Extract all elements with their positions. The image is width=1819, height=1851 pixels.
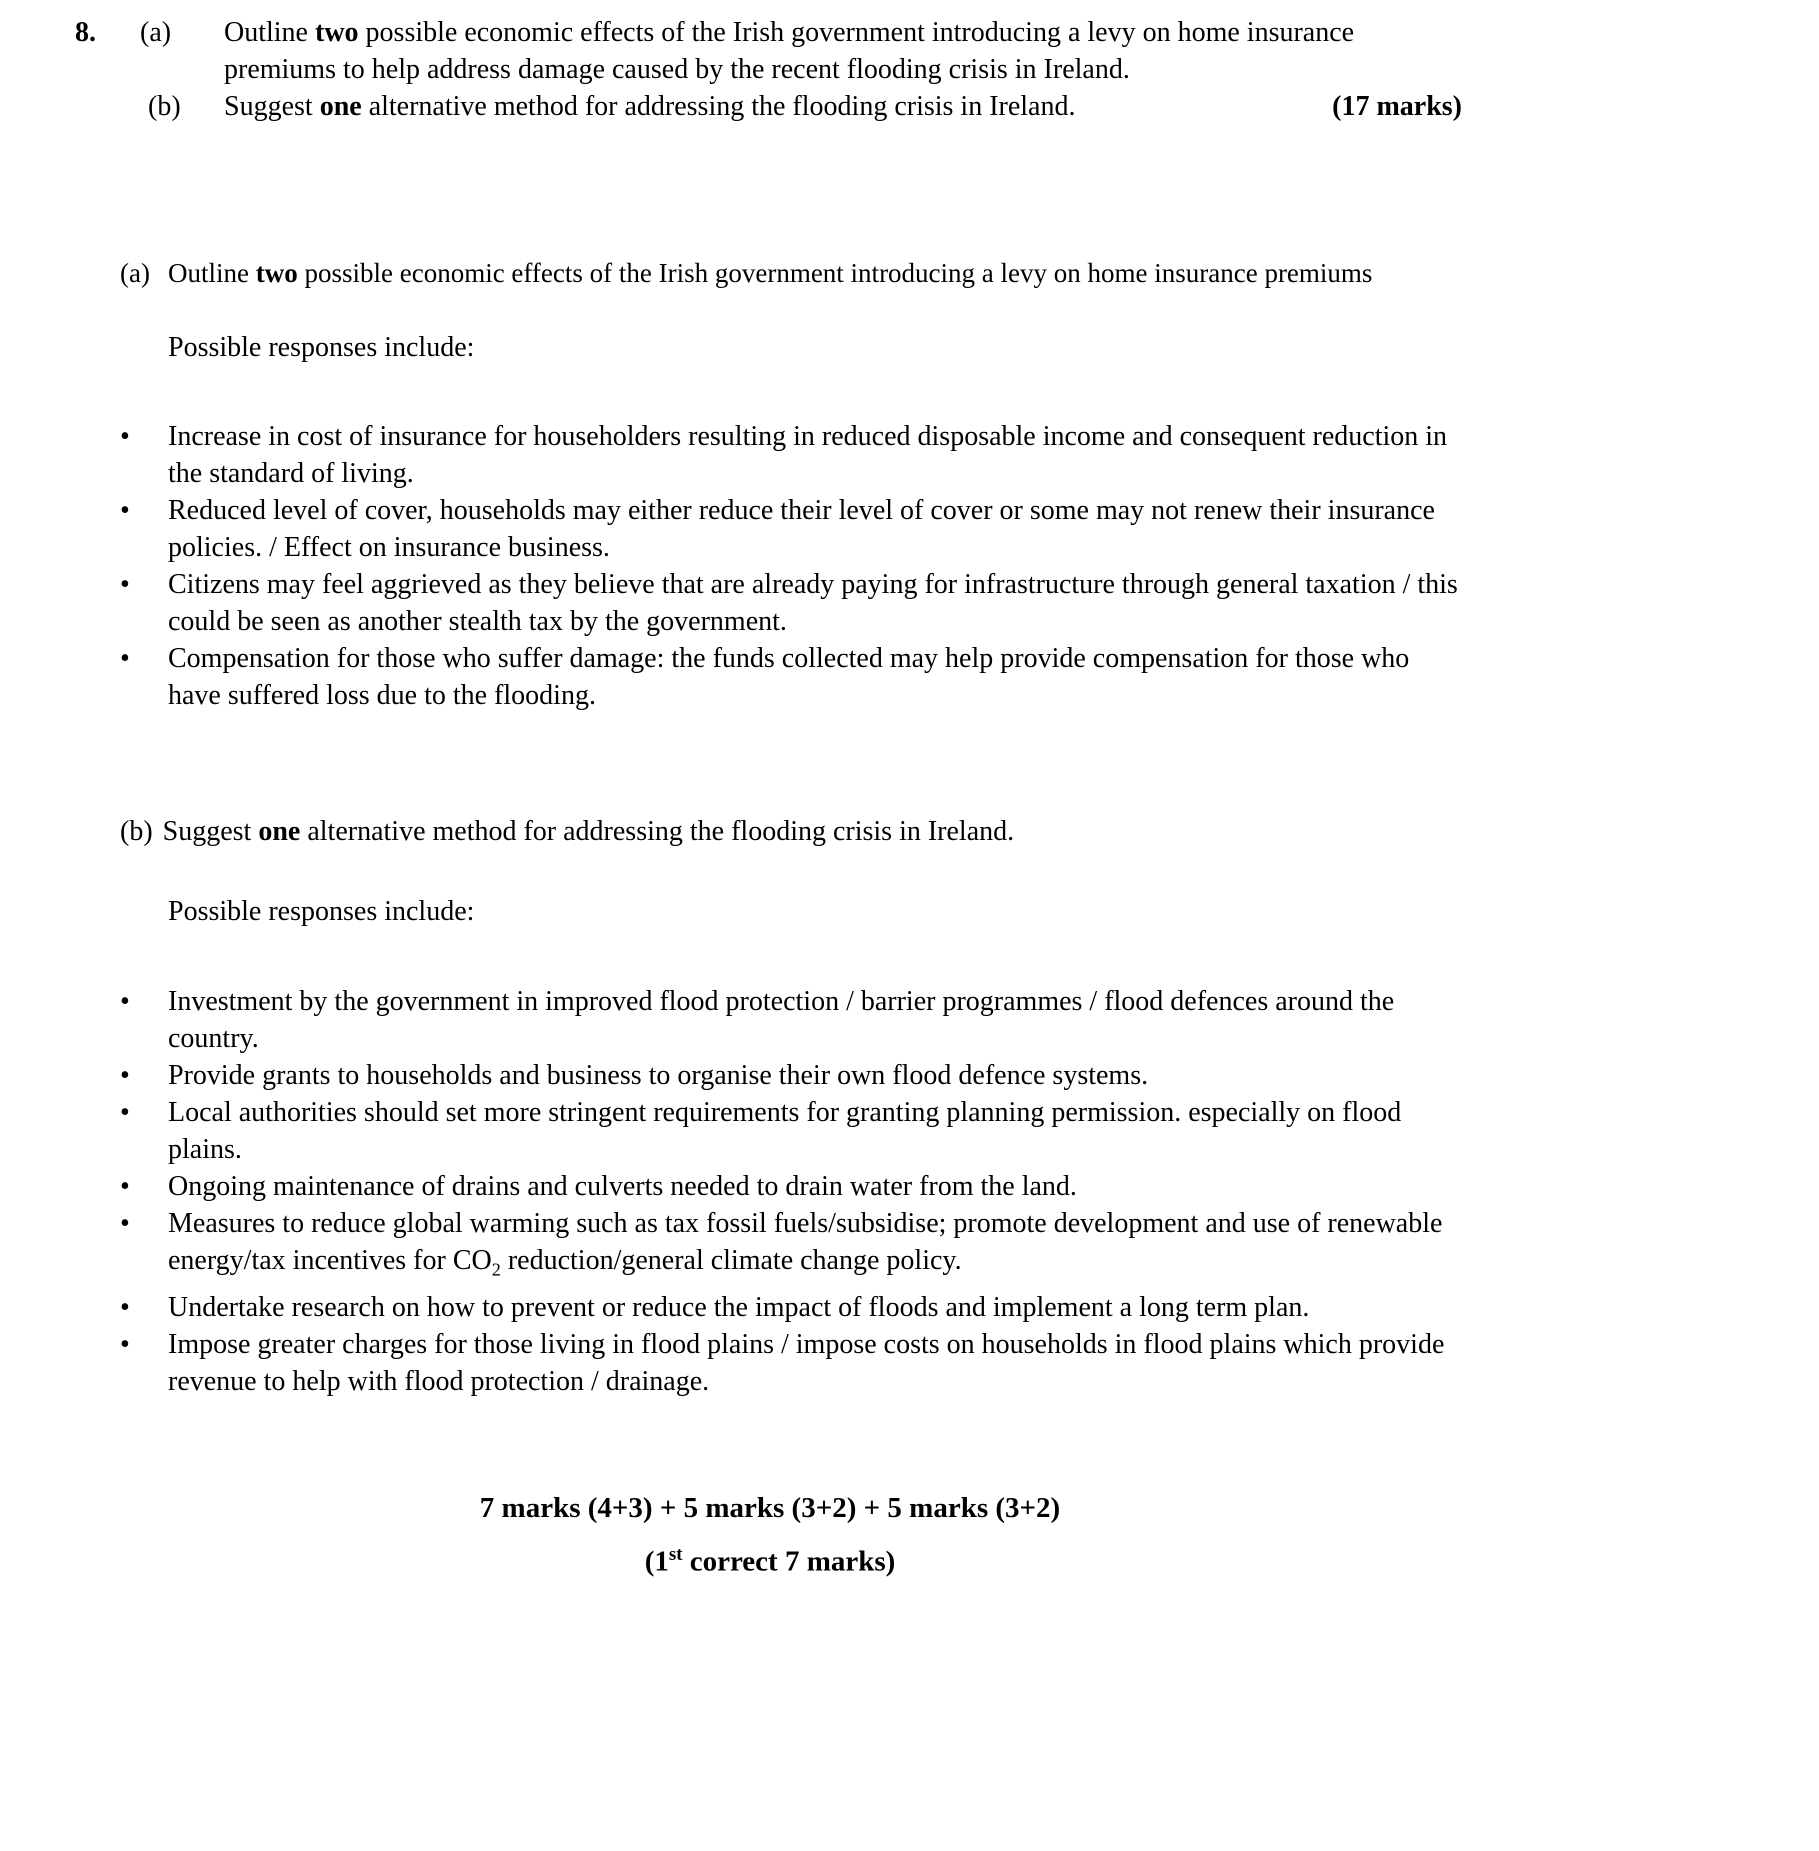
- bullet-icon: •: [120, 1171, 130, 1202]
- bullet-text: Increase in cost of insurance for householders resulting in reduced disposable income and consequent reduction in the standard of living.: [168, 421, 1448, 489]
- list-item: [120, 1205, 1459, 1289]
- bullet-icon: •: [120, 421, 130, 452]
- first-correct-marks: [120, 1536, 1420, 1581]
- bullet-icon: •: [120, 986, 130, 1017]
- co2-subscript: 2: [491, 1259, 501, 1280]
- bullet-text-seg2: reduction/general climate change policy.: [500, 1245, 962, 1276]
- bullet-text-seg1: Measures to reduce global warming such as tax fossil fuels/subsidise; promote development and use of renewable energy/tax incentives for CO: [168, 1208, 1443, 1276]
- part-b-bold-word: one: [319, 91, 362, 122]
- bullet-icon: •: [120, 1097, 130, 1128]
- section-b-heading-seg1: Suggest: [162, 816, 259, 847]
- bullet-icon: •: [120, 1060, 130, 1091]
- bullet-text: Compensation for those who suffer damage: the funds collected may help provide compensation for those who have suffered loss due to the flooding.: [168, 643, 1410, 711]
- section-a-bold-word: two: [255, 258, 298, 288]
- question-header: [75, 14, 1462, 125]
- total-marks: (17 marks): [1332, 91, 1462, 122]
- section-b-intro: Possible responses include:: [168, 896, 475, 927]
- list-item: [120, 1057, 1459, 1094]
- bullet-icon: •: [120, 1208, 130, 1239]
- list-item: [120, 566, 1459, 640]
- first-correct-seg2: correct 7 marks): [682, 1545, 896, 1578]
- part-a-label: (a): [140, 17, 172, 48]
- section-a-heading: [120, 255, 1679, 292]
- bullet-text: Undertake research on how to prevent or reduce the impact of floods and implement a long term plan.: [168, 1291, 1310, 1323]
- part-b-question: [224, 88, 1075, 125]
- bullet-icon: •: [120, 569, 130, 600]
- section-b-bullet-list: [120, 983, 1459, 1400]
- bullet-text: Provide grants to households and business to organise their own flood defence systems.: [168, 1060, 1149, 1091]
- list-item: [120, 1326, 1459, 1400]
- part-b-row: [224, 88, 1462, 125]
- list-item: [120, 418, 1459, 492]
- part-a-question: [224, 14, 1462, 88]
- st-superscript: st: [668, 1543, 683, 1565]
- bullet-text: Local authorities should set more stringent requirements for granting planning permission. especially on flood plains.: [168, 1097, 1402, 1165]
- bullet-icon: •: [120, 643, 130, 674]
- list-item: [120, 492, 1459, 566]
- section-a-intro: Possible responses include:: [168, 332, 475, 363]
- first-correct-seg1: (1: [644, 1545, 669, 1578]
- bullet-text: Reduced level of cover, households may either reduce their level of cover or some may not renew their insurance policies. / Effect on insurance business.: [168, 495, 1435, 563]
- list-item: [120, 1289, 1459, 1326]
- list-item: [120, 1094, 1459, 1168]
- bullet-text: Ongoing maintenance of drains and culverts needed to drain water from the land.: [168, 1171, 1077, 1202]
- list-item: [120, 640, 1459, 714]
- bullet-text: Investment by the government in improved flood protection / barrier programmes / flood defences around the country.: [168, 986, 1395, 1054]
- list-item: [120, 983, 1459, 1057]
- section-b-heading: [120, 813, 1679, 850]
- part-a-text-seg2: possible economic effects of the Irish government introducing a levy on home insurance premiums to help address damage caused by the recent flooding crisis in Ireland.: [224, 17, 1355, 85]
- bullet-text: [168, 1205, 1459, 1289]
- part-b-label: (b): [148, 91, 181, 122]
- bullet-icon: •: [120, 1328, 130, 1360]
- question-number: 8.: [75, 17, 96, 48]
- part-a-text-seg1: Outline: [224, 17, 315, 48]
- marks-breakdown: 7 marks (4+3) + 5 marks (3+2) + 5 marks (3+2): [479, 1491, 1061, 1524]
- section-a-heading-seg2: possible economic effects of the Irish government introducing a levy on home insurance premiums: [297, 258, 1373, 288]
- part-b-text-seg2: alternative method for addressing the flooding crisis in Ireland.: [361, 91, 1076, 122]
- part-b-text-seg1: Suggest: [224, 91, 320, 122]
- part-a-bold-word: two: [315, 17, 359, 48]
- section-a-bullet-list: [120, 418, 1459, 714]
- list-item: [120, 1168, 1459, 1205]
- bullet-icon: •: [120, 1291, 130, 1323]
- section-b-bold-word: one: [258, 816, 301, 847]
- bullet-text: Citizens may feel aggrieved as they believe that are already paying for infrastructure through general taxation / this could be seen as another stealth tax by the government.: [168, 569, 1458, 637]
- section-a-label: (a): [120, 258, 150, 288]
- section-a-heading-seg1: Outline: [167, 258, 256, 288]
- bullet-icon: •: [120, 495, 130, 526]
- bullet-text: Impose greater charges for those living in flood plains / impose costs on households in flood plains which provide revenue to help with flood protection / drainage.: [168, 1328, 1445, 1397]
- marks-summary: [120, 1490, 1420, 1581]
- section-b-label: (b): [120, 816, 153, 847]
- section-b-heading-seg2: alternative method for addressing the flooding crisis in Ireland.: [300, 816, 1015, 847]
